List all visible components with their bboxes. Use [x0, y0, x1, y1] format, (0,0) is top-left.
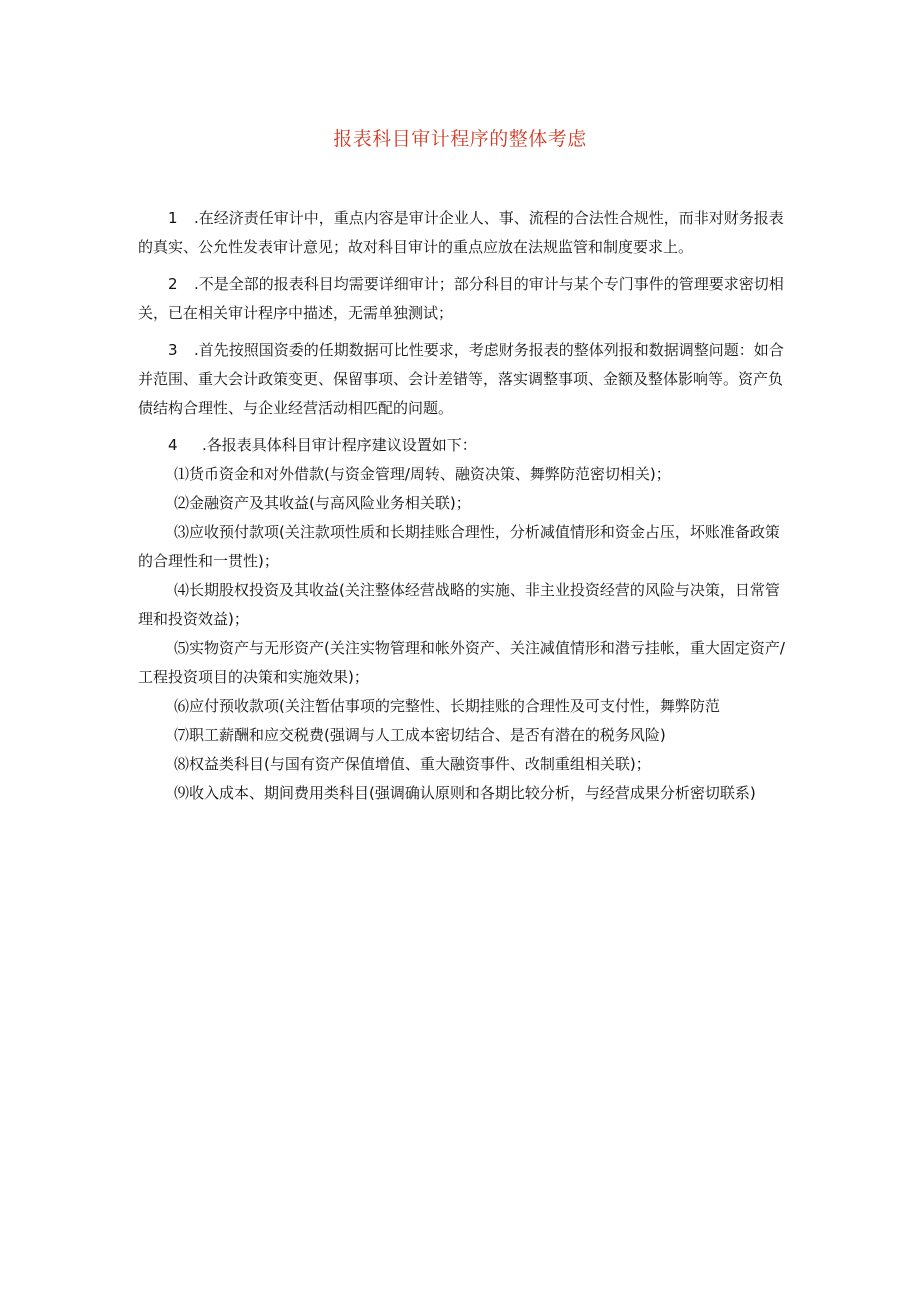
- point-text: .各报表具体科目审计程序建议设置如下：: [202, 436, 477, 454]
- point-4: [138, 431, 788, 460]
- point-number: 1: [168, 209, 178, 227]
- point-text: .在经济责任审计中，重点内容是审计企业人、事、流程的合法性合规性，而非对财务报表的真实、公允性发表审计意见；故对科目审计的重点应放在法规监管和制度要求上。: [138, 209, 784, 256]
- point-text: .不是全部的报表科目均需要详细审计；部分科目的审计与某个专门事件的管理要求密切相关，已在相关审计程序中描述，无需单独测试；: [138, 275, 784, 322]
- list-item: ⑺职工薪酬和应交税费(强调与人工成本密切结合、是否有潜在的税务风险): [174, 726, 666, 744]
- list-item: ⑴货币资金和对外借款(与资金管理/周转、融资决策、舞弊防范密切相关)；: [174, 465, 671, 483]
- document-body: [138, 204, 788, 808]
- point-number: 3: [168, 341, 178, 359]
- list-item: ⑵金融资产及其收益(与高风险业务相关联)；: [174, 494, 471, 512]
- list-item: ⑹应付预收款项(关注暂估事项的完整性、长期挂账的合理性及可支付性，舞弊防范: [174, 697, 720, 715]
- document-title: 报表科目审计程序的整体考虑: [333, 128, 587, 150]
- list-item: ⑼收入成本、期间费用类科目(强调确认原则和各期比较分析，与经营成果分析密切联系): [174, 784, 756, 802]
- point-number: 4: [168, 436, 178, 454]
- point-3: [138, 336, 788, 423]
- list-item: ⑶应收预付款项(关注款项性质和长期挂账合理性，分析减值情形和资金占压，坏账准备政策的合理性和一贯性)；: [138, 523, 780, 570]
- point-number: 2: [168, 275, 178, 293]
- list-item: ⑻权益类科目(与国有资产保值增值、重大融资事件、改制重组相关联)；: [174, 755, 651, 773]
- list-item: ⑷长期股权投资及其收益(关注整体经营战略的实施、非主业投资经营的风险与决策，日常管理和投资效益)；: [138, 581, 780, 628]
- point-2: [138, 270, 788, 328]
- point-1: [138, 204, 788, 262]
- point-text: .首先按照国资委的任期数据可比性要求，考虑财务报表的整体列报和数据调整问题：如合并范围、重大会计政策变更、保留事项、会计差错等，落实调整事项、金额及整体影响等。资产负债结构合理性、与企业经营活动相匹配的问题。: [138, 341, 784, 417]
- list-item: ⑸实物资产与无形资产(关注实物管理和帐外资产、关注减值情形和潜亏挂帐，重大固定资产/工程投资项目的决策和实施效果)；: [138, 639, 785, 686]
